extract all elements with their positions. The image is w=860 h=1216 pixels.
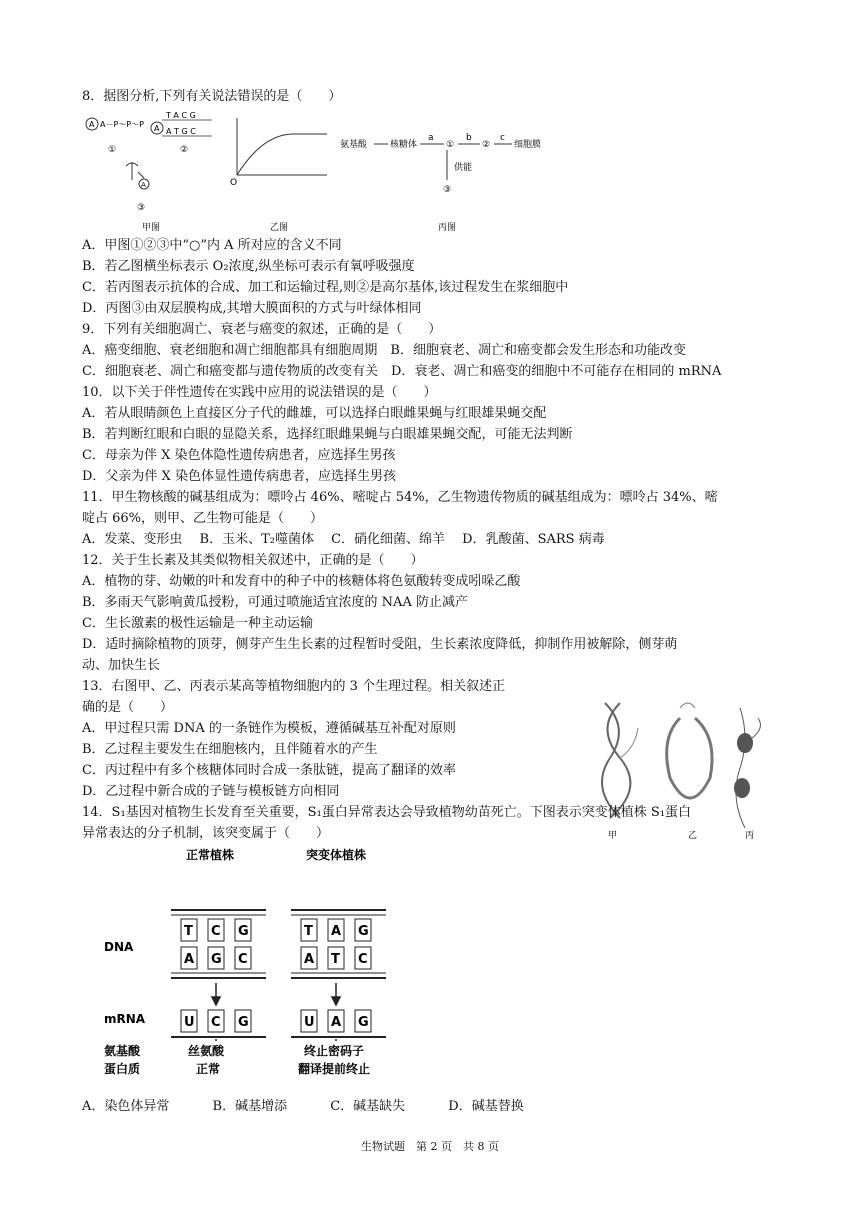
svg-text:b: b (466, 133, 472, 143)
svg-text:mRNA: mRNA (104, 1012, 146, 1026)
svg-text:甲图: 甲图 (142, 223, 161, 233)
svg-text:丙: 丙 (745, 831, 755, 841)
svg-text:C: C (211, 924, 221, 939)
q9-options-ab: A．癌变细胞、衰老细胞和凋亡细胞都具有细胞周期 B．细胞衰老、凋亡和癌变都会发生形态和功能改变 (82, 343, 686, 358)
svg-text:②: ② (482, 140, 491, 150)
svg-text:①: ① (108, 145, 117, 155)
svg-text:A: A (154, 124, 160, 133)
svg-text:①: ① (446, 140, 455, 150)
q8-option-a: A．甲图①②③中“○”内 A 所对应的含义不同 (82, 238, 342, 253)
svg-text:甲: 甲 (608, 831, 618, 841)
q12-stem: 12．关于生长素及其类似物相关叙述中，正确的是（ ） (82, 553, 424, 568)
q13-option-c: C．丙过程中有多个核糖体同时合成一条肽链，提高了翻译的效率 (82, 763, 456, 778)
q13-stem-1: 13．右图甲、乙、丙表示某高等植物细胞内的 3 个生理过程。相关叙述正 (82, 679, 506, 694)
q8-figure (82, 110, 782, 240)
q13-figure (590, 698, 780, 848)
svg-text:G: G (211, 952, 222, 967)
q12-option-d-cont: 动、加快生长 (82, 658, 161, 673)
q12-option-b: B．多雨天气影响黄瓜授粉，可通过喷施适宜浓度的 NAA 防止减产 (82, 595, 468, 610)
page-footer: 生物试题 第 2 页 共 8 页 (361, 1140, 499, 1153)
q10-option-c: C．母亲为伴 X 染色体隐性遗传病患者，应选择生男孩 (82, 448, 396, 463)
svg-text:T: T (331, 952, 340, 967)
svg-text:A: A (331, 924, 342, 939)
svg-text:A: A (331, 1015, 342, 1030)
svg-text:②: ② (180, 145, 189, 155)
svg-text:A－P～P～P: A－P～P～P (100, 120, 144, 129)
svg-text:C: C (358, 952, 368, 967)
svg-text:G: G (358, 924, 369, 939)
q10-option-d: D．父亲为伴 X 染色体显性遗传病患者，应选择生男孩 (82, 469, 396, 484)
q13-option-d: D．乙过程中新合成的子链与模板链方向相同 (82, 784, 340, 799)
svg-text:乙图: 乙图 (270, 223, 289, 233)
svg-text:O: O (230, 178, 238, 188)
svg-text:A: A (141, 181, 146, 189)
svg-text:核糖体: 核糖体 (390, 140, 418, 150)
svg-text:G: G (358, 1015, 369, 1030)
q8-option-c: C．若丙图表示抗体的合成、加工和运输过程,则②是高尔基体,该过程发生在浆细胞中 (82, 280, 569, 295)
svg-text:A: A (89, 120, 95, 129)
q13-option-b: B．乙过程主要发生在细胞核内，且伴随着水的产生 (82, 742, 378, 757)
svg-text:G: G (238, 924, 249, 939)
q14-options: A．染色体异常 B．碱基增添 C．碱基缺失 D．碱基替换 (82, 1099, 524, 1114)
q11-stem-1: 11．甲生物核酸的碱基组成为：嘌呤占 46%、嘧啶占 54%，乙生物遗传物质的碱基组成为：嘌呤占 34%、嘧 (82, 490, 718, 505)
q14-stem-2: 异常表达的分子机制，该突变属于（ ） (82, 826, 330, 841)
svg-text:终止密码子: 终止密码子 (304, 1044, 365, 1058)
svg-text:氨基酸: 氨基酸 (104, 1044, 141, 1058)
q12-option-c: C．生长激素的极性运输是一种主动运输 (82, 616, 313, 631)
q11-stem-2: 啶占 66%，则甲、乙生物可能是（ ） (82, 511, 324, 526)
svg-text:翻译提前终止: 翻译提前终止 (298, 1062, 371, 1076)
svg-text:U: U (184, 1015, 195, 1030)
svg-text:A T G C: A T G C (166, 127, 196, 136)
svg-text:T: T (184, 924, 193, 939)
q13-stem-2: 确的是（ ） (82, 700, 174, 715)
svg-text:T: T (304, 924, 313, 939)
q12-option-d: D．适时摘除植物的顶芽，侧芽产生生长素的过程暂时受阻，生长素浓度降低，抑制作用被解除，侧芽萌 (82, 637, 678, 652)
svg-text:丝氨酸: 丝氨酸 (188, 1044, 225, 1058)
svg-text:蛋白质: 蛋白质 (104, 1062, 141, 1076)
svg-text:c: c (500, 133, 505, 143)
q8-stem: 8．据图分析,下列有关说法错误的是（ ） (82, 89, 342, 104)
svg-text:U: U (304, 1015, 315, 1030)
q9-options-cd: C．细胞衰老、凋亡和癌变都与遗传物质的改变有关 D．衰老、凋亡和癌变的细胞中不可能存在相同的 mRNA (82, 364, 722, 379)
svg-text:氨基酸: 氨基酸 (340, 140, 368, 150)
q10-option-a: A．若从眼睛颜色上直接区分子代的雌雄，可以选择白眼雌果蝇与红眼雄果蝇交配 (82, 406, 547, 421)
svg-text:A: A (304, 952, 315, 967)
svg-text:③: ③ (137, 203, 146, 213)
q13-option-a: A．甲过程只需 DNA 的一条链作为模板，遵循碱基互补配对原则 (82, 721, 456, 736)
fig-bing (340, 133, 541, 233)
q9-stem: 9．下列有关细胞凋亡、衰老与癌变的叙述，正确的是（ ） (82, 322, 442, 337)
svg-text:T A C G: T A C G (166, 111, 196, 120)
q8-option-d: D．丙图③由双层膜构成,其增大膜面积的方式与叶绿体相同 (82, 301, 422, 316)
svg-text:DNA: DNA (104, 940, 134, 954)
svg-text:C: C (211, 1015, 221, 1030)
svg-text:A: A (184, 952, 195, 967)
svg-text:供能: 供能 (454, 163, 473, 173)
svg-text:细胞膜: 细胞膜 (514, 140, 542, 150)
svg-text:正常植株: 正常植株 (186, 848, 235, 862)
svg-text:G: G (238, 1015, 249, 1030)
svg-text:③: ③ (443, 185, 452, 195)
q14-stem-1: 14．S₁基因对植物生长发育至关重要，S₁蛋白异常表达会导致植物幼苗死亡。下图表示突变体植株 S₁蛋白 (82, 805, 692, 820)
svg-text:突变体植株: 突变体植株 (306, 848, 367, 862)
q12-option-a: A．植物的芽、幼嫩的叶和发育中的种子中的核糖体将色氨酸转变成吲哚乙酸 (82, 574, 521, 589)
q10-stem: 10．以下关于伴性遗传在实践中应用的说法错误的是（ ） (82, 385, 437, 400)
q11-options: A．发菜、变形虫 B．玉米、T₂噬菌体 C．硝化细菌、绵羊 D．乳酸菌、SARS 病毒 (82, 532, 605, 547)
svg-text:C: C (238, 952, 248, 967)
svg-text:a: a (428, 133, 434, 143)
q10-option-b: B．若判断红眼和白眼的显隐关系，选择红眼雌果蝇与白眼雄果蝇交配，可能无法判断 (82, 427, 573, 442)
svg-text:正常: 正常 (196, 1062, 221, 1076)
q8-option-b: B．若乙图横坐标表示 O₂浓度,纵坐标可表示有氧呼吸强度 (82, 259, 415, 274)
q14-figure (96, 845, 426, 1090)
fig-yi (230, 118, 327, 233)
fig-jia (86, 111, 212, 233)
svg-text:乙: 乙 (688, 831, 698, 841)
svg-text:丙图: 丙图 (438, 223, 457, 233)
